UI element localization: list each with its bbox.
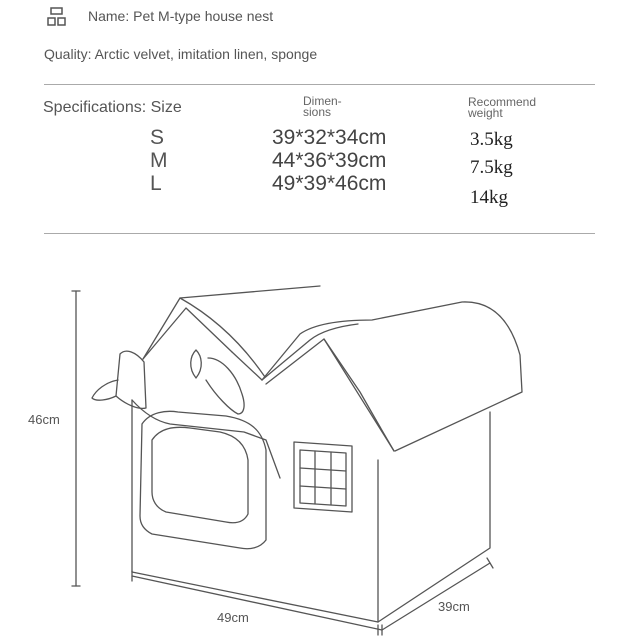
- weight-l: 14kg: [470, 187, 508, 208]
- gable-window: [191, 350, 202, 378]
- size-s: S: [150, 126, 165, 149]
- height-label: 46cm: [28, 412, 60, 427]
- specifications-label: Specifications: Size: [43, 99, 182, 116]
- width-label: 49cm: [217, 610, 249, 625]
- width-dimension-line: [132, 571, 382, 635]
- size-m: M: [150, 149, 168, 172]
- height-dimension-line: [72, 291, 80, 586]
- weight-header: Recommend weight: [468, 95, 537, 120]
- dimensions-header: Dimen- sions: [303, 94, 342, 119]
- depth-label: 39cm: [438, 599, 470, 614]
- weight-m: 7.5kg: [470, 157, 513, 178]
- product-quality: Quality: Arctic velvet, imitation linen, sponge: [44, 46, 318, 62]
- dimensions-m: 44*36*39cm: [272, 149, 387, 172]
- weight-s: 3.5kg: [470, 129, 513, 150]
- main-roof: [262, 302, 522, 451]
- dimensions-s: 39*32*34cm: [272, 126, 387, 149]
- house-front-wall: [132, 400, 490, 622]
- rabbit-ears: [92, 351, 244, 414]
- side-window: [294, 442, 352, 512]
- left-gable-roof: [143, 286, 320, 380]
- house-door: [140, 411, 266, 548]
- dimensions-l: 49*39*46cm: [272, 172, 387, 195]
- depth-dimension-line: [382, 558, 493, 630]
- product-name: Name: Pet M-type house nest: [88, 8, 274, 24]
- size-l: L: [150, 172, 162, 195]
